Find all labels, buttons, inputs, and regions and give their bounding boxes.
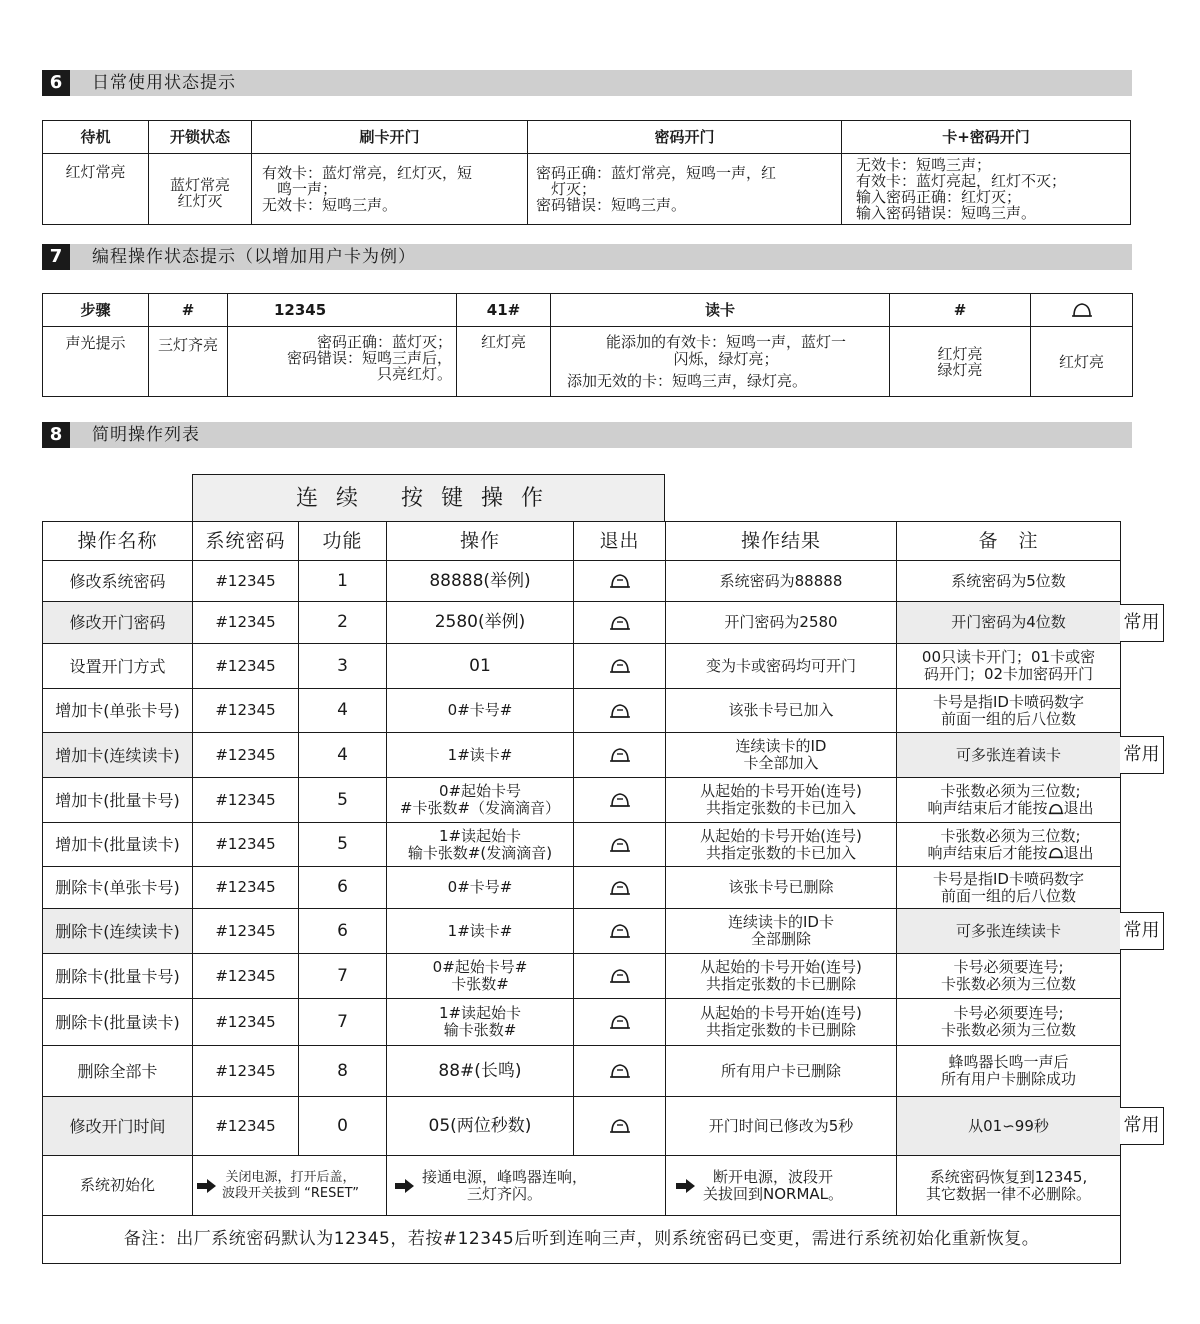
row-note: 系统密码为5位数 [897, 561, 1121, 602]
table-row [43, 689, 1121, 733]
header-sys-password: 系统密码 [193, 522, 299, 561]
section-number: 8 [42, 422, 70, 448]
table-row [43, 561, 1121, 602]
header-card-password-open: 卡+密码开门 [842, 121, 1131, 154]
row-note-line: 退出 [1063, 799, 1094, 817]
bell-icon [609, 572, 631, 590]
row-operation: 1#读卡# [387, 909, 574, 954]
bell-icon [1048, 802, 1064, 816]
table-row [43, 644, 1121, 689]
table-row [43, 602, 1121, 644]
header-password-open: 密码开门 [528, 121, 842, 154]
row-function: 6 [299, 867, 387, 909]
section-number: 6 [42, 70, 70, 96]
row-exit [574, 867, 666, 909]
row-function: 3 [299, 644, 387, 689]
row-sys-password: #12345 [193, 561, 299, 602]
header-bell [1031, 294, 1133, 327]
header-operation: 操作 [387, 522, 574, 561]
row-operation: 2580(举例) [387, 602, 574, 644]
header-result: 操作结果 [666, 522, 897, 561]
header-unlock-status: 开锁状态 [149, 121, 252, 154]
row-sys-password: #12345 [193, 1046, 299, 1097]
bell-icon [609, 746, 631, 764]
common-tag: 常用 [1120, 604, 1164, 642]
header-12345: 12345 [228, 294, 457, 327]
section-number: 7 [42, 244, 70, 270]
card-open-value: 有效卡：蓝灯常亮，红灯灭，短 鸣一声； 无效卡：短鸣三声。 [252, 154, 528, 225]
bell-icon [609, 1013, 631, 1031]
header-function: 功能 [299, 522, 387, 561]
row-result: 开门密码为2580 [666, 602, 897, 644]
valid-card-text: 能添加的有效卡：短鸣一声，蓝灯一 闪烁，绿灯亮； [605, 333, 846, 368]
header-step: 步骤 [43, 294, 149, 327]
row-note-line: 响声结束后才能按 [927, 799, 1048, 817]
row-op-name: 增加卡(批量卡号) [43, 778, 193, 823]
row-operation: 1#读起始卡 输卡张数#(发滴滴音) [387, 823, 574, 867]
row-result: 从起始的卡号开始(连号) 共指定张数的卡已删除 [666, 954, 897, 999]
table-row [43, 954, 1121, 999]
bell-icon [609, 657, 631, 675]
row-result: 系统密码为88888 [666, 561, 897, 602]
header-read-card: 读卡 [551, 294, 890, 327]
sound-light-label: 声光提示 [43, 327, 149, 397]
row-note: 可多张连续读卡 [897, 909, 1121, 954]
row-op-name: 修改开门时间 [43, 1097, 193, 1156]
table-row [43, 909, 1121, 954]
init-step-3 [666, 1156, 897, 1216]
row-result: 开门时间已修改为5秒 [666, 1097, 897, 1156]
row-op-name: 增加卡(连续读卡) [43, 733, 193, 778]
row-result: 所有用户卡已删除 [666, 1046, 897, 1097]
row-function: 7 [299, 954, 387, 999]
card-password-value: 无效卡：短鸣三声； 有效卡：蓝灯亮起，红灯不灭； 输入密码正确：红灯灭； 输入密码错误：短鸣三声。 [842, 154, 1131, 225]
init-step-1-text: 关闭电源，打开后盖， 波段开关拔到 “RESET” [222, 1169, 359, 1201]
row-note: 卡号必须要连号; 卡张数必须为三位数 [897, 999, 1121, 1046]
row-sys-password: #12345 [193, 909, 299, 954]
row-sys-password: #12345 [193, 954, 299, 999]
row-operation: 05(两位秒数) [387, 1097, 574, 1156]
header-exit: 退出 [574, 522, 666, 561]
row-result: 该张卡号已删除 [666, 867, 897, 909]
row-exit [574, 1046, 666, 1097]
bell-icon [609, 879, 631, 897]
row-note: 可多张连着读卡 [897, 733, 1121, 778]
row-sys-password: #12345 [193, 823, 299, 867]
init-step-2 [387, 1156, 666, 1216]
row-note: 从01∽99秒 [897, 1097, 1121, 1156]
row-op-name: 删除卡(单张卡号) [43, 867, 193, 909]
row-function: 5 [299, 778, 387, 823]
bell-icon [609, 702, 631, 720]
row-note: 蜂鸣器长鸣一声后 所有用户卡删除成功 [897, 1046, 1121, 1097]
operation-list-table [42, 521, 1121, 1264]
row-result: 从起始的卡号开始(连号) 共指定张数的卡已删除 [666, 999, 897, 1046]
row-sys-password: #12345 [193, 733, 299, 778]
table-row [43, 1097, 1121, 1156]
row-sys-password: #12345 [193, 867, 299, 909]
header-remark: 备 注 [897, 522, 1121, 561]
bell-icon [1071, 301, 1093, 319]
row-op-name: 增加卡(单张卡号) [43, 689, 193, 733]
row-function: 1 [299, 561, 387, 602]
row-operation: 0#起始卡号 #卡张数#（发滴滴音） [387, 778, 574, 823]
row-op-name: 增加卡(批量读卡) [43, 823, 193, 867]
init-note: 系统密码恢复到12345, 其它数据一律不必删除。 [897, 1156, 1121, 1216]
header-op-name: 操作名称 [43, 522, 193, 561]
common-tag: 常用 [1120, 912, 1164, 950]
row-exit [574, 602, 666, 644]
row-note: 00只读卡开门；01卡或密 码开门；02卡加密码开门 [897, 644, 1121, 689]
row-note: 开门密码为4位数 [897, 602, 1121, 644]
row-result: 该张卡号已加入 [666, 689, 897, 733]
common-tag: 常用 [1120, 1107, 1164, 1145]
row-function: 6 [299, 909, 387, 954]
header-card-open: 刷卡开门 [252, 121, 528, 154]
row-function: 8 [299, 1046, 387, 1097]
section-title: 简明操作列表 [92, 425, 200, 445]
row-note-line: 卡张数必须为三位数; [940, 782, 1081, 800]
row-function: 5 [299, 823, 387, 867]
arrow-right-icon [405, 1179, 414, 1193]
row-note: 卡号是指ID卡喷码数字 前面一组的后八位数 [897, 867, 1121, 909]
step-hash2-value: 红灯亮 绿灯亮 [890, 327, 1031, 397]
row-result: 变为卡或密码均可开门 [666, 644, 897, 689]
bell-icon [609, 1062, 631, 1080]
row-operation: 0#卡号# [387, 867, 574, 909]
row-op-name: 设置开门方式 [43, 644, 193, 689]
row-exit [574, 689, 666, 733]
footnote: 备注：出厂系统密码默认为12345，若按#12345后听到连响三声，则系统密码已变更，需进行系统初始化重新恢复。 [43, 1216, 1121, 1264]
row-operation: 88#(长鸣) [387, 1046, 574, 1097]
row-exit [574, 954, 666, 999]
row-note-line: 卡张数必须为三位数; [940, 826, 1081, 845]
init-step-2-text: 接通电源，峰鸣器连响， 三灯齐闪。 [422, 1167, 588, 1203]
common-tag: 常用 [1120, 736, 1164, 774]
row-note: 卡号是指ID卡喷码数字 前面一组的后八位数 [897, 689, 1121, 733]
standby-value: 红灯常亮 [43, 154, 149, 225]
section-title: 编程操作状态提示（以增加用户卡为例） [92, 247, 416, 267]
row-sys-password: #12345 [193, 778, 299, 823]
row-operation: 0#卡号# [387, 689, 574, 733]
init-step-1 [193, 1156, 387, 1216]
row-exit [574, 823, 666, 867]
init-name: 系统初始化 [43, 1156, 193, 1216]
row-result: 从起始的卡号开始(连号) 共指定张数的卡已加入 [666, 823, 897, 867]
row-sys-password: #12345 [193, 644, 299, 689]
row-sys-password: #12345 [193, 602, 299, 644]
row-op-name: 删除卡(连续读卡) [43, 909, 193, 954]
row-operation: 1#读卡# [387, 733, 574, 778]
row-operation: 1#读起始卡 输卡张数# [387, 999, 574, 1046]
table-row [43, 999, 1121, 1046]
row-operation: 01 [387, 644, 574, 689]
section-6-header [42, 70, 1132, 96]
table-row [43, 867, 1121, 909]
table-row [43, 1156, 1121, 1216]
invalid-card-text: 添加无效的卡：短鸣三声，绿灯亮。 [567, 372, 808, 390]
bell-icon [609, 791, 631, 809]
continuous-key-caption: 连续 按键操作 [192, 474, 665, 521]
row-note-line: 响声结束后才能按 [927, 843, 1048, 862]
step-read-card-value [551, 327, 890, 397]
password-open-value: 密码正确：蓝灯常亮，短鸣一声，红 灯灭； 密码错误：短鸣三声。 [528, 154, 842, 225]
bell-icon [1048, 846, 1064, 860]
step-hash-value: 三灯齐亮 [149, 327, 228, 397]
row-op-name: 修改系统密码 [43, 561, 193, 602]
row-function: 4 [299, 689, 387, 733]
table-row [43, 778, 1121, 823]
bell-icon [609, 614, 631, 632]
row-function: 2 [299, 602, 387, 644]
row-exit [574, 733, 666, 778]
step-41-value: 红灯亮 [457, 327, 551, 397]
row-exit [574, 561, 666, 602]
row-operation: 0#起始卡号# 卡张数# [387, 954, 574, 999]
row-note-line: 退出 [1063, 843, 1094, 862]
header-hash: # [149, 294, 228, 327]
row-function: 4 [299, 733, 387, 778]
row-op-name: 删除全部卡 [43, 1046, 193, 1097]
unlock-value: 蓝灯常亮 红灯灭 [149, 154, 252, 225]
section-8-header [42, 422, 1132, 448]
step-bell-value: 红灯亮 [1031, 327, 1133, 397]
row-note [897, 778, 1121, 823]
row-op-name: 删除卡(批量卡号) [43, 954, 193, 999]
bell-icon [609, 1117, 631, 1135]
row-exit [574, 778, 666, 823]
programming-status-table [42, 293, 1133, 397]
row-sys-password: #12345 [193, 1097, 299, 1156]
row-function: 0 [299, 1097, 387, 1156]
row-result: 连续读卡的ID卡 全部删除 [666, 909, 897, 954]
row-op-name: 删除卡(批量读卡) [43, 999, 193, 1046]
row-sys-password: #12345 [193, 689, 299, 733]
init-step-3-text: 断开电源，波段开 关拔回到NORMAL。 [703, 1167, 844, 1203]
row-exit [574, 999, 666, 1046]
row-exit [574, 909, 666, 954]
section-title: 日常使用状态提示 [92, 73, 236, 93]
header-41hash: 41# [457, 294, 551, 327]
row-op-name: 修改开门密码 [43, 602, 193, 644]
bell-icon [609, 922, 631, 940]
table-row [43, 823, 1121, 867]
section-7-header [42, 244, 1132, 270]
row-note [897, 823, 1121, 867]
bell-icon [609, 967, 631, 985]
header-hash-2: # [890, 294, 1031, 327]
row-note: 卡号必须要连号; 卡张数必须为三位数 [897, 954, 1121, 999]
bell-icon [609, 836, 631, 854]
arrow-right-icon [207, 1179, 216, 1193]
row-result: 连续读卡的ID 卡全部加入 [666, 733, 897, 778]
daily-status-table [42, 120, 1131, 225]
row-function: 7 [299, 999, 387, 1046]
table-row [43, 733, 1121, 778]
header-standby: 待机 [43, 121, 149, 154]
arrow-right-icon [686, 1179, 695, 1193]
row-exit [574, 644, 666, 689]
row-sys-password: #12345 [193, 999, 299, 1046]
step-12345-value: 密码正确：蓝灯灭； 密码错误：短鸣三声后， 只亮红灯。 [228, 327, 457, 397]
row-exit [574, 1097, 666, 1156]
row-result: 从起始的卡号开始(连号) 共指定张数的卡已加入 [666, 778, 897, 823]
row-operation: 88888(举例) [387, 561, 574, 602]
table-row [43, 1046, 1121, 1097]
